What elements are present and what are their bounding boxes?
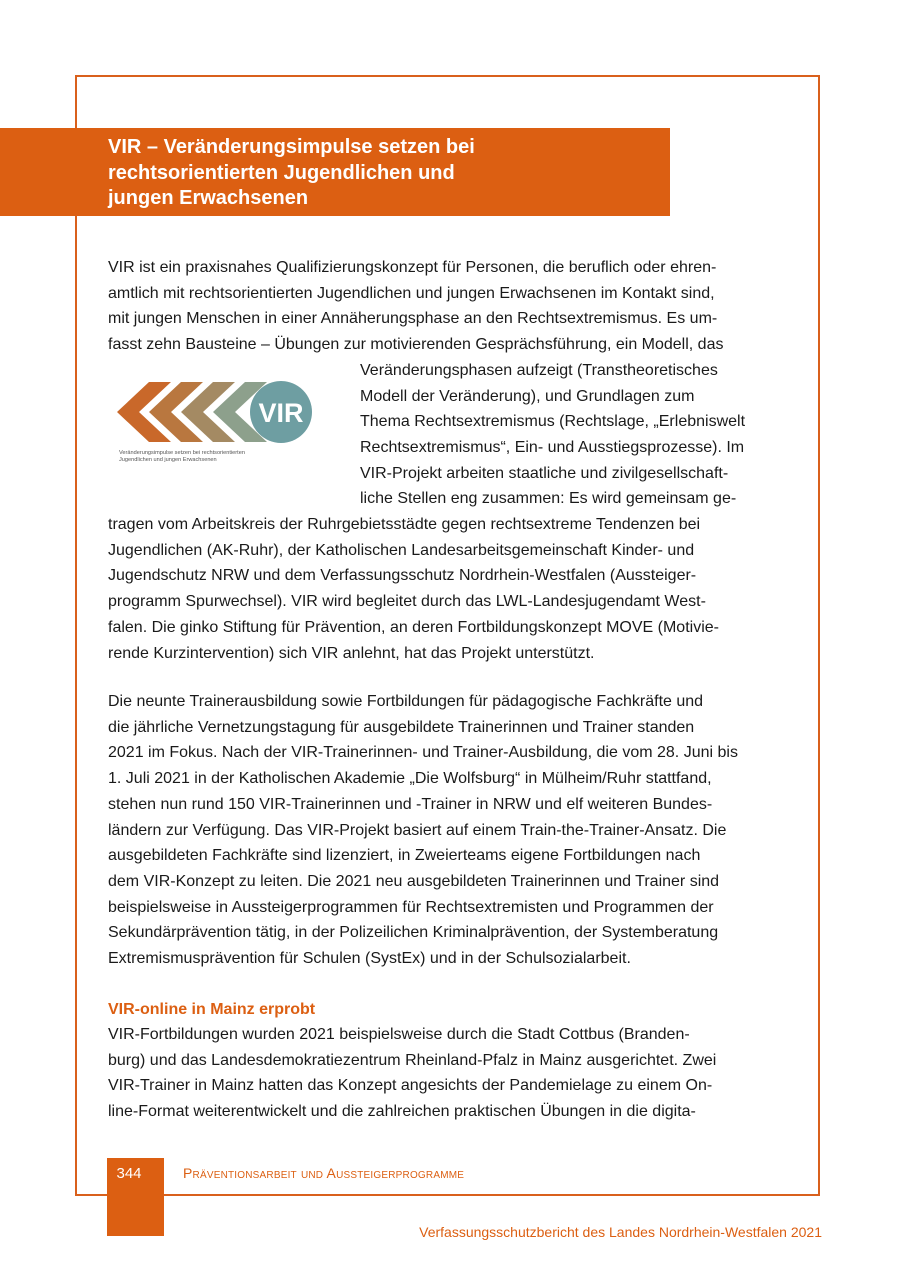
text-line: tragen vom Arbeitskreis der Ruhrgebietsstädte gegen rechtsextreme Tendenzen bei — [108, 516, 701, 534]
section-subheading: VIR-online in Mainz erprobt — [108, 1001, 316, 1018]
publication-footer: Verfassungsschutzbericht des Landes Nordrhein-Westfalen 2021 — [419, 1224, 822, 1240]
text-line: Die neunte Trainerausbildung sowie Fortbildungen für pädagogische Fachkräfte und — [108, 693, 704, 710]
page-number: 344 — [116, 1165, 142, 1182]
text-line: ländern zur Verfügung. Das VIR-Projekt basiert auf einem Train-the-Trainer-Ansatz. Die — [108, 821, 727, 839]
text-line: programm Spurwechsel). VIR wird begleitet durch das LWL-Landesjugendamt West- — [108, 593, 706, 611]
logo-letters: VIR — [258, 398, 304, 428]
text-line: amtlich mit rechtsorientierten Jugendlichen und jungen Erwachsenen im Kontakt sind, — [108, 284, 715, 302]
vir-logo — [115, 378, 315, 488]
text-line: VIR-Projekt arbeiten staatliche und zivilgesellschaft- — [360, 464, 729, 482]
text-line: VIR-Fortbildungen wurden 2021 beispielsweise durch die Stadt Cottbus (Branden- — [108, 1026, 690, 1043]
running-section-title: Präventionsarbeit und Aussteigerprogramme — [183, 1165, 465, 1181]
vir-logo-graphic — [115, 378, 315, 450]
text-line: mit jungen Menschen in einer Annäherungsphase an den Rechtsextremismus. Es um- — [108, 310, 718, 328]
text-line: Thema Rechtsextremismus (Rechtslage, „Erlebniswelt — [360, 413, 746, 431]
paragraph-training — [108, 689, 798, 972]
text-line: Veränderungsphasen aufzeigt (Transtheoretisches — [360, 361, 718, 379]
text-line: dem VIR-Konzept zu leiten. Die 2021 neu ausgebildeten Trainerinnen und Trainer sind — [108, 872, 720, 890]
text-line: ausgebildeten Fachkräfte sind lizenziert, in Zweierteams eigene Fortbildungen nach — [108, 847, 701, 865]
text-line: 2021 im Fokus. Nach der VIR-Trainerinnen- und Trainer-Ausbildung, die vom 28. Juni bis — [108, 744, 738, 762]
text-line: liche Stellen eng zusammen: Es wird gemeinsam ge- — [360, 490, 737, 508]
text-line: beispielsweise in Aussteigerprogrammen für Rechtsextremisten und Programmen der — [108, 898, 714, 916]
page-title: VIR – Veränderungsimpulse setzen bei rechtsorientierten Jugendlichen und jungen Erwachsenen — [108, 136, 475, 209]
logo-tagline: Veränderungsimpulse setzen bei rechtsorientierten Jugendlichen und jungen Erwachsenen — [119, 450, 245, 463]
text-line: Jugendschutz NRW und dem Verfassungsschutz Nordrhein-Westfalen (Aussteiger- — [108, 567, 697, 585]
text-line: die jährliche Vernetzungstagung für ausgebildete Trainerinnen und Trainer standen — [108, 718, 695, 736]
text-line: line-Format weiterentwickelt und die zahlreichen praktischen Übungen in die digita- — [108, 1103, 696, 1121]
text-line: Extremismusprävention für Schulen (SystEx) und in der Schulsozialarbeit. — [108, 950, 631, 968]
text-line: rende Kurzintervention) sich VIR anlehnt, hat das Projekt unterstützt. — [108, 644, 595, 662]
paragraph-online — [108, 1022, 798, 1125]
text-line: fasst zehn Bausteine – Übungen zur motivierenden Gesprächsführung, ein Modell, das — [108, 336, 724, 354]
text-line: 1. Juli 2021 in der Katholischen Akademie „Die Wolfsburg“ in Mülheim/Ruhr stattfand, — [108, 770, 712, 788]
text-line: Jugendlichen (AK-Ruhr), der Katholischen Landesarbeitsgemeinschaft Kinder- und — [108, 541, 695, 559]
text-line: stehen nun rund 150 VIR-Trainerinnen und -Trainer in NRW und elf weiteren Bundes- — [108, 795, 713, 813]
text-line: Modell der Veränderung), und Grundlagen zum — [360, 387, 695, 405]
text-line: VIR-Trainer in Mainz hatten das Konzept angesichts der Pandemielage zu einem On- — [108, 1077, 713, 1095]
text-line: Sekundärprävention tätig, in der Polizeilichen Kriminalprävention, der Systemberatung — [108, 924, 719, 942]
text-line: Rechtsextremismus“, Ein- und Ausstiegsprozesse). Im — [360, 438, 745, 456]
text-line: VIR ist ein praxisnahes Qualifizierungskonzept für Personen, die beruflich oder ehren- — [108, 259, 717, 276]
text-line: falen. Die ginko Stiftung für Prävention, an deren Fortbildungskonzept MOVE (Motivie- — [108, 618, 719, 636]
text-line: burg) und das Landesdemokratiezentrum Rheinland-Pfalz in Mainz ausgerichtet. Zwei — [108, 1051, 717, 1069]
